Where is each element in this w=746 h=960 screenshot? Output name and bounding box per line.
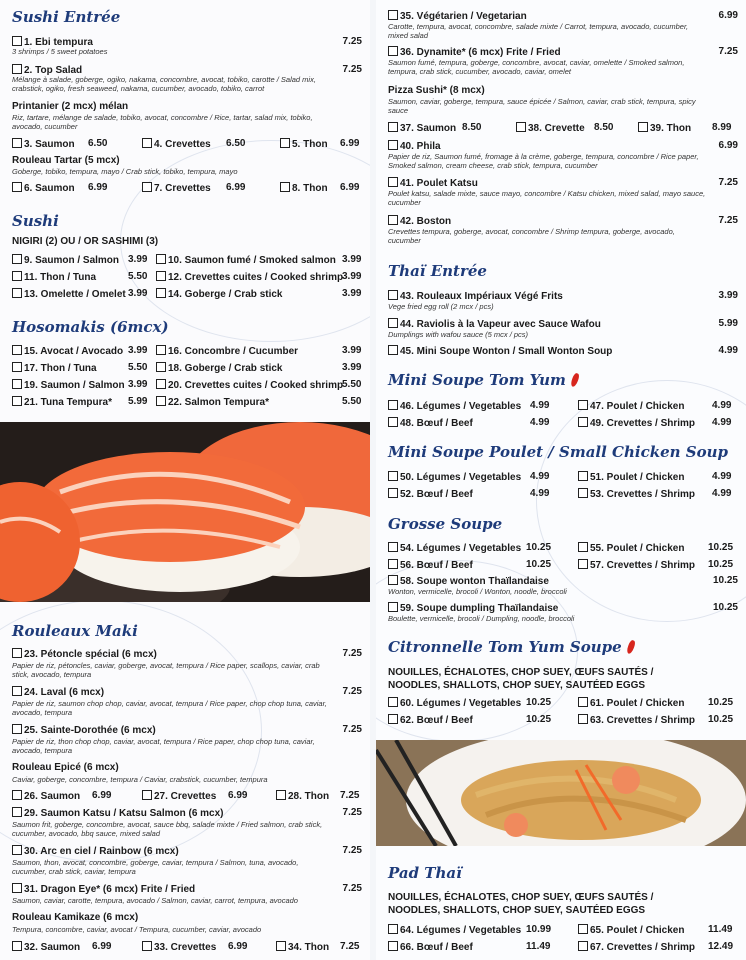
item-name: 11. Thon / Tuna — [24, 272, 97, 283]
price: 3.99 — [342, 362, 362, 373]
price: 6.50 — [226, 138, 246, 149]
section-title-rouleaux-maki: Rouleaux Maki — [12, 622, 138, 640]
chili-pepper-icon — [626, 639, 636, 654]
menu-item[interactable] — [578, 559, 695, 571]
checkbox-icon[interactable] — [388, 177, 398, 187]
noodle-description-line: NOODLES, SHALLOTS, CHOP SUEY, SAUTÉED EGGS — [388, 905, 646, 916]
checkbox-icon[interactable] — [388, 318, 398, 328]
menu-item-4[interactable]: 4. Crevettes — [142, 138, 211, 150]
item-name: 54. Légumes / Vegetables — [400, 543, 522, 554]
checkbox-icon[interactable] — [388, 471, 398, 481]
menu-item-58[interactable]: 58. Soupe wonton Thaïlandaise 10.25 — [388, 575, 738, 588]
item-name: 19. Saumon / Salmon — [24, 380, 125, 391]
item-description: Vege fried egg roll (2 mcx / pcs) — [388, 302, 494, 311]
menu-item-40[interactable]: 40. Phila 6.99 — [388, 140, 738, 153]
item-description: Boulette, vermicelle, brocoli / Dumpling, noodle, broccoli — [388, 614, 575, 623]
checkbox-icon[interactable] — [156, 379, 166, 389]
sushi-photo — [0, 422, 370, 602]
menu-item-24[interactable]: 24. Laval (6 mcx) 7.25 — [12, 686, 362, 699]
checkbox-icon[interactable] — [12, 379, 22, 389]
menu-item-pizza-sushi: Pizza Sushi* (8 mcx) — [388, 85, 485, 96]
menu-item-31[interactable]: 31. Dragon Eye* (6 mcx) Frite / Fried 7.25 — [12, 883, 362, 896]
menu-item-23[interactable]: 23. Pétoncle spécial (6 mcx) 7.25 — [12, 648, 362, 661]
checkbox-icon[interactable] — [156, 396, 166, 406]
section-title-text: Citronnelle Tom Yum Soupe — [388, 638, 622, 656]
menu-item[interactable] — [156, 288, 283, 300]
menu-item[interactable] — [156, 379, 343, 391]
price: 3.99 — [128, 288, 148, 299]
item-description: Papier de riz, saumon chop chop, caviar, avocat, tempura / Rice paper, chop chop tuna, caviar, avocado, tempura — [12, 699, 327, 717]
menu-item[interactable] — [578, 941, 695, 953]
item-description: Saumon fumé, tempura, goberge, concombre, avocat, caviar, omelette / Smoked salmon, tempura, crab stick, cucumber, avocado, caviar, omelet — [388, 58, 685, 76]
price: 4.99 — [530, 400, 550, 411]
checkbox-icon[interactable] — [12, 396, 22, 406]
menu-item[interactable] — [12, 288, 126, 300]
price: 7.25 — [340, 790, 360, 801]
price: 4.99 — [712, 471, 732, 482]
price: 3.99 — [342, 345, 362, 356]
item-name: 13. Omelette / Omelet — [24, 289, 126, 300]
price: 7.25 — [340, 941, 360, 952]
checkbox-icon[interactable] — [388, 575, 398, 585]
checkbox-icon[interactable] — [388, 122, 398, 132]
menu-item-25[interactable]: 25. Sainte-Dorothée (6 mcx) 7.25 — [12, 724, 362, 737]
item-name: 17. Thon / Tuna — [24, 363, 97, 374]
checkbox-icon[interactable] — [388, 345, 398, 355]
price: 3.99 — [128, 345, 148, 356]
item-name: 12. Crevettes cuites / Cooked shrimp — [168, 272, 344, 283]
item-name: 56. Bœuf / Beef — [400, 560, 473, 571]
menu-item-6[interactable]: 6. Saumon — [12, 182, 75, 194]
checkbox-icon[interactable] — [578, 417, 588, 427]
item-name: 52. Bœuf / Beef — [400, 489, 473, 500]
menu-item[interactable] — [156, 271, 343, 283]
menu-item[interactable] — [388, 714, 473, 726]
item-description: Saumon, thon, avocat, concombre, goberge, caviar, tempura / Salmon, tuna, avocado, cucumber, crab stick, caviar, tempura — [12, 858, 299, 876]
checkbox-icon[interactable] — [578, 471, 588, 481]
price: 10.99 — [526, 924, 552, 935]
item-description: Wonton, vermicelle, brocoli / Wonton, noodle, broccoli — [388, 587, 567, 596]
noodle-description-line: NOODLES, SHALLOTS, CHOP SUEY, SAUTÉED EGGS — [388, 680, 646, 691]
menu-item[interactable] — [388, 488, 473, 500]
menu-item[interactable] — [388, 941, 473, 953]
item-description: Carotte, tempura, avocat, concombre, salade mixte / Carrot, tempura, avocado, cucumber, mixed salad — [388, 22, 689, 40]
price: 4.99 — [712, 417, 732, 428]
price: 11.49 — [526, 941, 551, 952]
menu-item[interactable] — [12, 254, 119, 266]
checkbox-icon[interactable] — [276, 790, 286, 800]
pad-thai-image — [376, 740, 746, 846]
price: 8.50 — [594, 122, 614, 133]
price: 5.50 — [128, 362, 148, 373]
checkbox-icon[interactable] — [388, 417, 398, 427]
item-name: 65. Poulet / Chicken — [590, 925, 685, 936]
item-name: 61. Poulet / Chicken — [590, 698, 685, 709]
checkbox-icon[interactable] — [12, 254, 22, 264]
price: 3.99 — [342, 288, 362, 299]
menu-item[interactable] — [578, 488, 695, 500]
price: 6.99 — [228, 941, 248, 952]
menu-item[interactable] — [388, 559, 473, 571]
item-description: Mélange à salade, goberge, ogiko, nakama, concombre, avocat, tobiko, carotte / Salad mix, crabstick, ogiko, fresh seaweed, nakama, cucumber, avocado, tobiko, carrot — [12, 75, 316, 93]
checkbox-icon[interactable] — [12, 362, 22, 372]
menu-item[interactable] — [578, 400, 684, 412]
checkbox-icon[interactable] — [388, 542, 398, 552]
checkbox-icon[interactable] — [156, 271, 166, 281]
menu-item[interactable] — [578, 417, 695, 429]
menu-item[interactable] — [12, 271, 96, 283]
checkbox-icon[interactable] — [388, 714, 398, 724]
checkbox-icon[interactable] — [388, 46, 398, 56]
menu-item-rouleau-kamikaze: Rouleau Kamikaze (6 mcx) — [12, 912, 139, 923]
item-name: 63. Crevettes / Shrimp — [590, 715, 696, 726]
menu-item[interactable] — [388, 400, 521, 412]
menu-item-34[interactable]: 34. Thon — [276, 941, 329, 953]
checkbox-icon[interactable] — [578, 697, 588, 707]
item-name: 51. Poulet / Chicken — [590, 472, 685, 483]
menu-item[interactable] — [156, 396, 269, 408]
price: 10.25 — [526, 714, 552, 725]
checkbox-icon[interactable] — [388, 924, 398, 934]
right-menu-column — [376, 0, 746, 960]
section-title-citronnelle — [388, 638, 634, 656]
item-name: 22. Salmon Tempura* — [168, 397, 269, 408]
checkbox-icon[interactable] — [156, 254, 166, 264]
item-description: Saumon frit, goberge, concombre, avocat, sauce bbq, salade mixte / Fried salmon, crab stick, cucumber, avocado, bbq sauce, mixed salad — [12, 820, 323, 838]
menu-item-41[interactable]: 41. Poulet Katsu 7.25 — [388, 177, 738, 190]
section-title-sushi: Sushi — [12, 212, 59, 230]
checkbox-icon[interactable] — [12, 883, 22, 893]
menu-item[interactable] — [12, 379, 125, 391]
section-title-mini-soupe-tom-yum — [388, 371, 578, 389]
menu-item[interactable] — [12, 345, 123, 357]
item-name: 55. Poulet / Chicken — [590, 543, 685, 554]
menu-item[interactable] — [388, 417, 473, 429]
checkbox-icon[interactable] — [12, 345, 22, 355]
checkbox-icon[interactable] — [142, 182, 152, 192]
menu-item-37[interactable]: 37. Saumon — [388, 122, 456, 134]
item-name: 62. Bœuf / Beef — [400, 715, 473, 726]
item-name: 64. Légumes / Vegetables — [400, 925, 522, 936]
price: 6.99 — [228, 790, 248, 801]
item-name: 18. Goberge / Crab stick — [168, 363, 283, 374]
item-description: Saumon, caviar, carotte, tempura, avocado / Salmon, caviar, carrot, tempura, avocado — [12, 896, 298, 905]
checkbox-icon[interactable] — [12, 182, 22, 192]
checkbox-icon[interactable] — [156, 362, 166, 372]
checkbox-icon[interactable] — [142, 790, 152, 800]
price: 6.50 — [88, 138, 108, 149]
menu-item-38[interactable]: 38. Crevette — [516, 122, 585, 134]
checkbox-icon[interactable] — [12, 941, 22, 951]
checkbox-icon[interactable] — [388, 290, 398, 300]
checkbox-icon[interactable] — [280, 182, 290, 192]
item-name: 48. Bœuf / Beef — [400, 418, 473, 429]
noodle-photo — [376, 740, 746, 846]
item-description: Goberge, tobiko, tempura, mayo / Crab stick, tobiko, tempura, mayo — [12, 167, 238, 176]
checkbox-icon[interactable] — [388, 215, 398, 225]
item-name: 67. Crevettes / Shrimp — [590, 942, 696, 953]
price: 10.25 — [526, 559, 552, 570]
section-title-thai-entree: Thaï Entrée — [388, 262, 487, 280]
checkbox-icon[interactable] — [388, 559, 398, 569]
price: 4.99 — [712, 488, 732, 499]
menu-item[interactable] — [12, 396, 112, 408]
menu-item-35[interactable]: 35. Végétarien / Vegetarian 6.99 — [388, 10, 738, 23]
item-description: Saumon, caviar, goberge, tempura, sauce épicée / Salmon, caviar, crab stick, tempura, spicy sauce — [388, 97, 696, 115]
price: 10.25 — [708, 697, 734, 708]
checkbox-icon[interactable] — [578, 400, 588, 410]
item-name: 57. Crevettes / Shrimp — [590, 560, 696, 571]
menu-item-26[interactable]: 26. Saumon — [12, 790, 80, 802]
item-description: Papier de riz, thon chop chop, caviar, avocat, tempura / Rice paper, chop chop tuna, caviar, avocado, tempura — [12, 737, 315, 755]
menu-item-8[interactable]: 8. Thon — [280, 182, 328, 194]
item-description: Riz, tartare, mélange de salade, tobiko, avocat, concombre / Rice, tartar, salad mix, tobiko, avocado, cucumber — [12, 113, 313, 131]
checkbox-icon[interactable] — [12, 271, 22, 281]
item-name: 66. Bœuf / Beef — [400, 942, 473, 953]
price: 6.99 — [92, 790, 112, 801]
checkbox-icon[interactable] — [516, 122, 526, 132]
menu-item[interactable] — [12, 362, 97, 374]
item-name: 16. Concombre / Cucumber — [168, 346, 299, 357]
price: 4.99 — [712, 400, 732, 411]
price: 6.99 — [88, 182, 108, 193]
menu-item-30[interactable]: 30. Arc en ciel / Rainbow (6 mcx) 7.25 — [12, 845, 362, 858]
item-name: 9. Saumon / Salmon — [24, 255, 120, 266]
checkbox-icon[interactable] — [388, 602, 398, 612]
menu-item[interactable] — [388, 924, 521, 936]
checkbox-icon[interactable] — [12, 648, 22, 658]
price: 4.99 — [530, 488, 550, 499]
checkbox-icon[interactable] — [578, 714, 588, 724]
menu-item[interactable] — [156, 254, 336, 266]
checkbox-icon[interactable] — [12, 36, 22, 46]
item-description: Papier de riz, Saumon fumé, fromage à la crème, goberge, tempura, concombre / Rice paper, Smoked salmon, cream cheese, crab stick, tempura, cucumber — [388, 152, 699, 170]
menu-item-5[interactable]: 5. Thon — [280, 138, 328, 150]
checkbox-icon[interactable] — [388, 941, 398, 951]
checkbox-icon[interactable] — [276, 941, 286, 951]
item-description: Dumplings with wafou sauce (5 mcx / pcs) — [388, 330, 529, 339]
checkbox-icon[interactable] — [388, 697, 398, 707]
checkbox-icon[interactable] — [388, 488, 398, 498]
item-description: 3 shrimps / 5 sweet potatoes — [12, 47, 108, 56]
item-description: Poulet katsu, salade mixte, sauce mayo, concombre / Katsu chicken, mixed salad, mayo sauce, cucumber — [388, 189, 706, 207]
price: 3.99 — [342, 254, 362, 265]
item-name: 47. Poulet / Chicken — [590, 401, 685, 412]
checkbox-icon[interactable] — [142, 138, 152, 148]
checkbox-icon[interactable] — [638, 122, 648, 132]
menu-item-42[interactable]: 42. Boston 7.25 — [388, 215, 738, 228]
price: 5.99 — [128, 396, 148, 407]
price: 3.99 — [128, 254, 148, 265]
menu-item-2[interactable]: 2. Top Salad 7.25 — [12, 64, 362, 77]
price: 12.49 — [708, 941, 734, 952]
menu-item-43[interactable]: 43. Rouleaux Impériaux Végé Frits 3.99 — [388, 290, 738, 303]
menu-item-1[interactable]: 1. Ebi tempura 7.25 — [12, 36, 362, 49]
price: 4.99 — [530, 471, 550, 482]
item-description: Tempura, concombre, caviar, avocat / Tempura, cucumber, caviar, avocado — [12, 925, 262, 934]
price: 10.25 — [708, 542, 734, 553]
checkbox-icon[interactable] — [388, 400, 398, 410]
menu-item[interactable] — [578, 697, 684, 709]
menu-item-45[interactable]: 45. Mini Soupe Wonton / Small Wonton Soup 4.99 — [388, 345, 738, 358]
item-description: Caviar, goberge, concombre, tempura / Caviar, crabstick, cucumber, tempura — [12, 775, 268, 784]
menu-item-27[interactable]: 27. Crevettes — [142, 790, 216, 802]
menu-item[interactable] — [578, 471, 684, 483]
item-name: 53. Crevettes / Shrimp — [590, 489, 696, 500]
price: 3.99 — [342, 271, 362, 282]
item-name: 14. Goberge / Crab stick — [168, 289, 283, 300]
menu-item[interactable] — [578, 542, 684, 554]
item-description: Papier de riz, pétoncles, caviar, goberge, avocat, tempura / Rice paper, scallops, caviar, crab stick, avocado, tempura — [12, 661, 320, 679]
checkbox-icon[interactable] — [578, 941, 588, 951]
section-title-text: Mini Soupe Tom Yum — [388, 371, 566, 389]
price: 6.99 — [340, 182, 360, 193]
checkbox-icon[interactable] — [578, 542, 588, 552]
menu-item-59[interactable]: 59. Soupe dumpling Thaïlandaise 10.25 — [388, 602, 738, 615]
checkbox-icon[interactable] — [578, 488, 588, 498]
menu-item-29[interactable]: 29. Saumon Katsu / Katsu Salmon (6 mcx) 7.25 — [12, 807, 362, 820]
price: 6.99 — [226, 182, 246, 193]
price: 10.25 — [708, 559, 734, 570]
checkbox-icon[interactable] — [388, 10, 398, 20]
section-subtitle: NIGIRI (2) OU / OR SASHIMI (3) — [12, 236, 159, 247]
menu-item-33[interactable]: 33. Crevettes — [142, 941, 216, 953]
menu-item-28[interactable]: 28. Thon — [276, 790, 329, 802]
checkbox-icon[interactable] — [12, 845, 22, 855]
checkbox-icon[interactable] — [156, 288, 166, 298]
menu-item[interactable] — [156, 362, 283, 374]
checkbox-icon[interactable] — [142, 941, 152, 951]
checkbox-icon[interactable] — [12, 686, 22, 696]
checkbox-icon[interactable] — [12, 138, 22, 148]
item-name: 49. Crevettes / Shrimp — [590, 418, 696, 429]
item-name: 21. Tuna Tempura* — [24, 397, 112, 408]
item-description: Crevettes tempura, goberge, avocat, concombre / Shrimp tempura, goberge, avocado, cucumber — [388, 227, 675, 245]
item-name: 20. Crevettes cuites / Cooked shrimp — [168, 380, 344, 391]
section-title-hosomakis: Hosomakis (6mcx) — [12, 318, 169, 336]
menu-item-rouleau-tartar: Rouleau Tartar (5 mcx) — [12, 155, 120, 166]
noodle-description-line: NOUILLES, ÉCHALOTES, CHOP SUEY, ŒUFS SAUTÉS / — [388, 892, 654, 903]
price: 10.25 — [526, 697, 552, 708]
section-title-mini-soupe-poulet: Mini Soupe Poulet / Small Chicken Soup — [388, 443, 729, 461]
price: 3.99 — [128, 379, 148, 390]
menu-item[interactable] — [388, 697, 521, 709]
menu-item-7[interactable]: 7. Crevettes — [142, 182, 211, 194]
checkbox-icon[interactable] — [12, 807, 22, 817]
menu-item-rouleau-epice: Rouleau Epicé (6 mcx) — [12, 762, 119, 773]
price: 6.99 — [340, 138, 360, 149]
item-name: 50. Légumes / Vegetables — [400, 472, 522, 483]
checkbox-icon[interactable] — [578, 559, 588, 569]
menu-item[interactable] — [578, 714, 695, 726]
price: 11.49 — [708, 924, 733, 935]
salmon-nigiri-image — [0, 422, 370, 602]
menu-item-36[interactable]: 36. Dynamite* (6 mcx) Frite / Fried 7.25 — [388, 46, 738, 59]
noodle-description-line: NOUILLES, ÉCHALOTES, CHOP SUEY, ŒUFS SAUTÉS / — [388, 667, 654, 678]
price: 5.50 — [342, 396, 362, 407]
price: 5.50 — [342, 379, 362, 390]
price: 10.25 — [526, 542, 552, 553]
checkbox-icon[interactable] — [388, 140, 398, 150]
item-name: 15. Avocat / Avocado — [24, 346, 124, 357]
checkbox-icon[interactable] — [12, 790, 22, 800]
item-name: 60. Légumes / Vegetables — [400, 698, 522, 709]
checkbox-icon[interactable] — [12, 724, 22, 734]
price: 6.99 — [92, 941, 112, 952]
chili-pepper-icon — [570, 372, 580, 387]
checkbox-icon[interactable] — [280, 138, 290, 148]
menu-item-39[interactable]: 39. Thon — [638, 122, 691, 134]
price: 4.99 — [530, 417, 550, 428]
checkbox-icon[interactable] — [12, 64, 22, 74]
checkbox-icon[interactable] — [12, 288, 22, 298]
price: 5.50 — [128, 271, 148, 282]
section-title-pad-thai: Pad Thaï — [388, 864, 462, 882]
section-title-sushi-entree: Sushi Entrée — [12, 8, 121, 26]
price: 8.50 — [462, 122, 482, 133]
menu-item[interactable] — [388, 471, 521, 483]
item-name: 46. Légumes / Vegetables — [400, 401, 522, 412]
price: 10.25 — [708, 714, 734, 725]
menu-item[interactable] — [578, 924, 684, 936]
menu-item-printanier: Printanier (2 mcx) mélan — [12, 101, 129, 112]
menu-item[interactable] — [388, 542, 521, 554]
section-title-grosse-soupe: Grosse Soupe — [388, 515, 503, 533]
menu-item-44[interactable]: 44. Raviolis à la Vapeur avec Sauce Wafou 5.99 — [388, 318, 738, 331]
price: 8.99 — [712, 122, 732, 133]
checkbox-icon[interactable] — [578, 924, 588, 934]
menu-item-3[interactable]: 3. Saumon — [12, 138, 75, 150]
item-name: 10. Saumon fumé / Smoked salmon — [168, 255, 336, 266]
left-menu-column — [0, 0, 370, 960]
menu-item-32[interactable]: 32. Saumon — [12, 941, 80, 953]
checkbox-icon[interactable] — [156, 345, 166, 355]
menu-item[interactable] — [156, 345, 298, 357]
